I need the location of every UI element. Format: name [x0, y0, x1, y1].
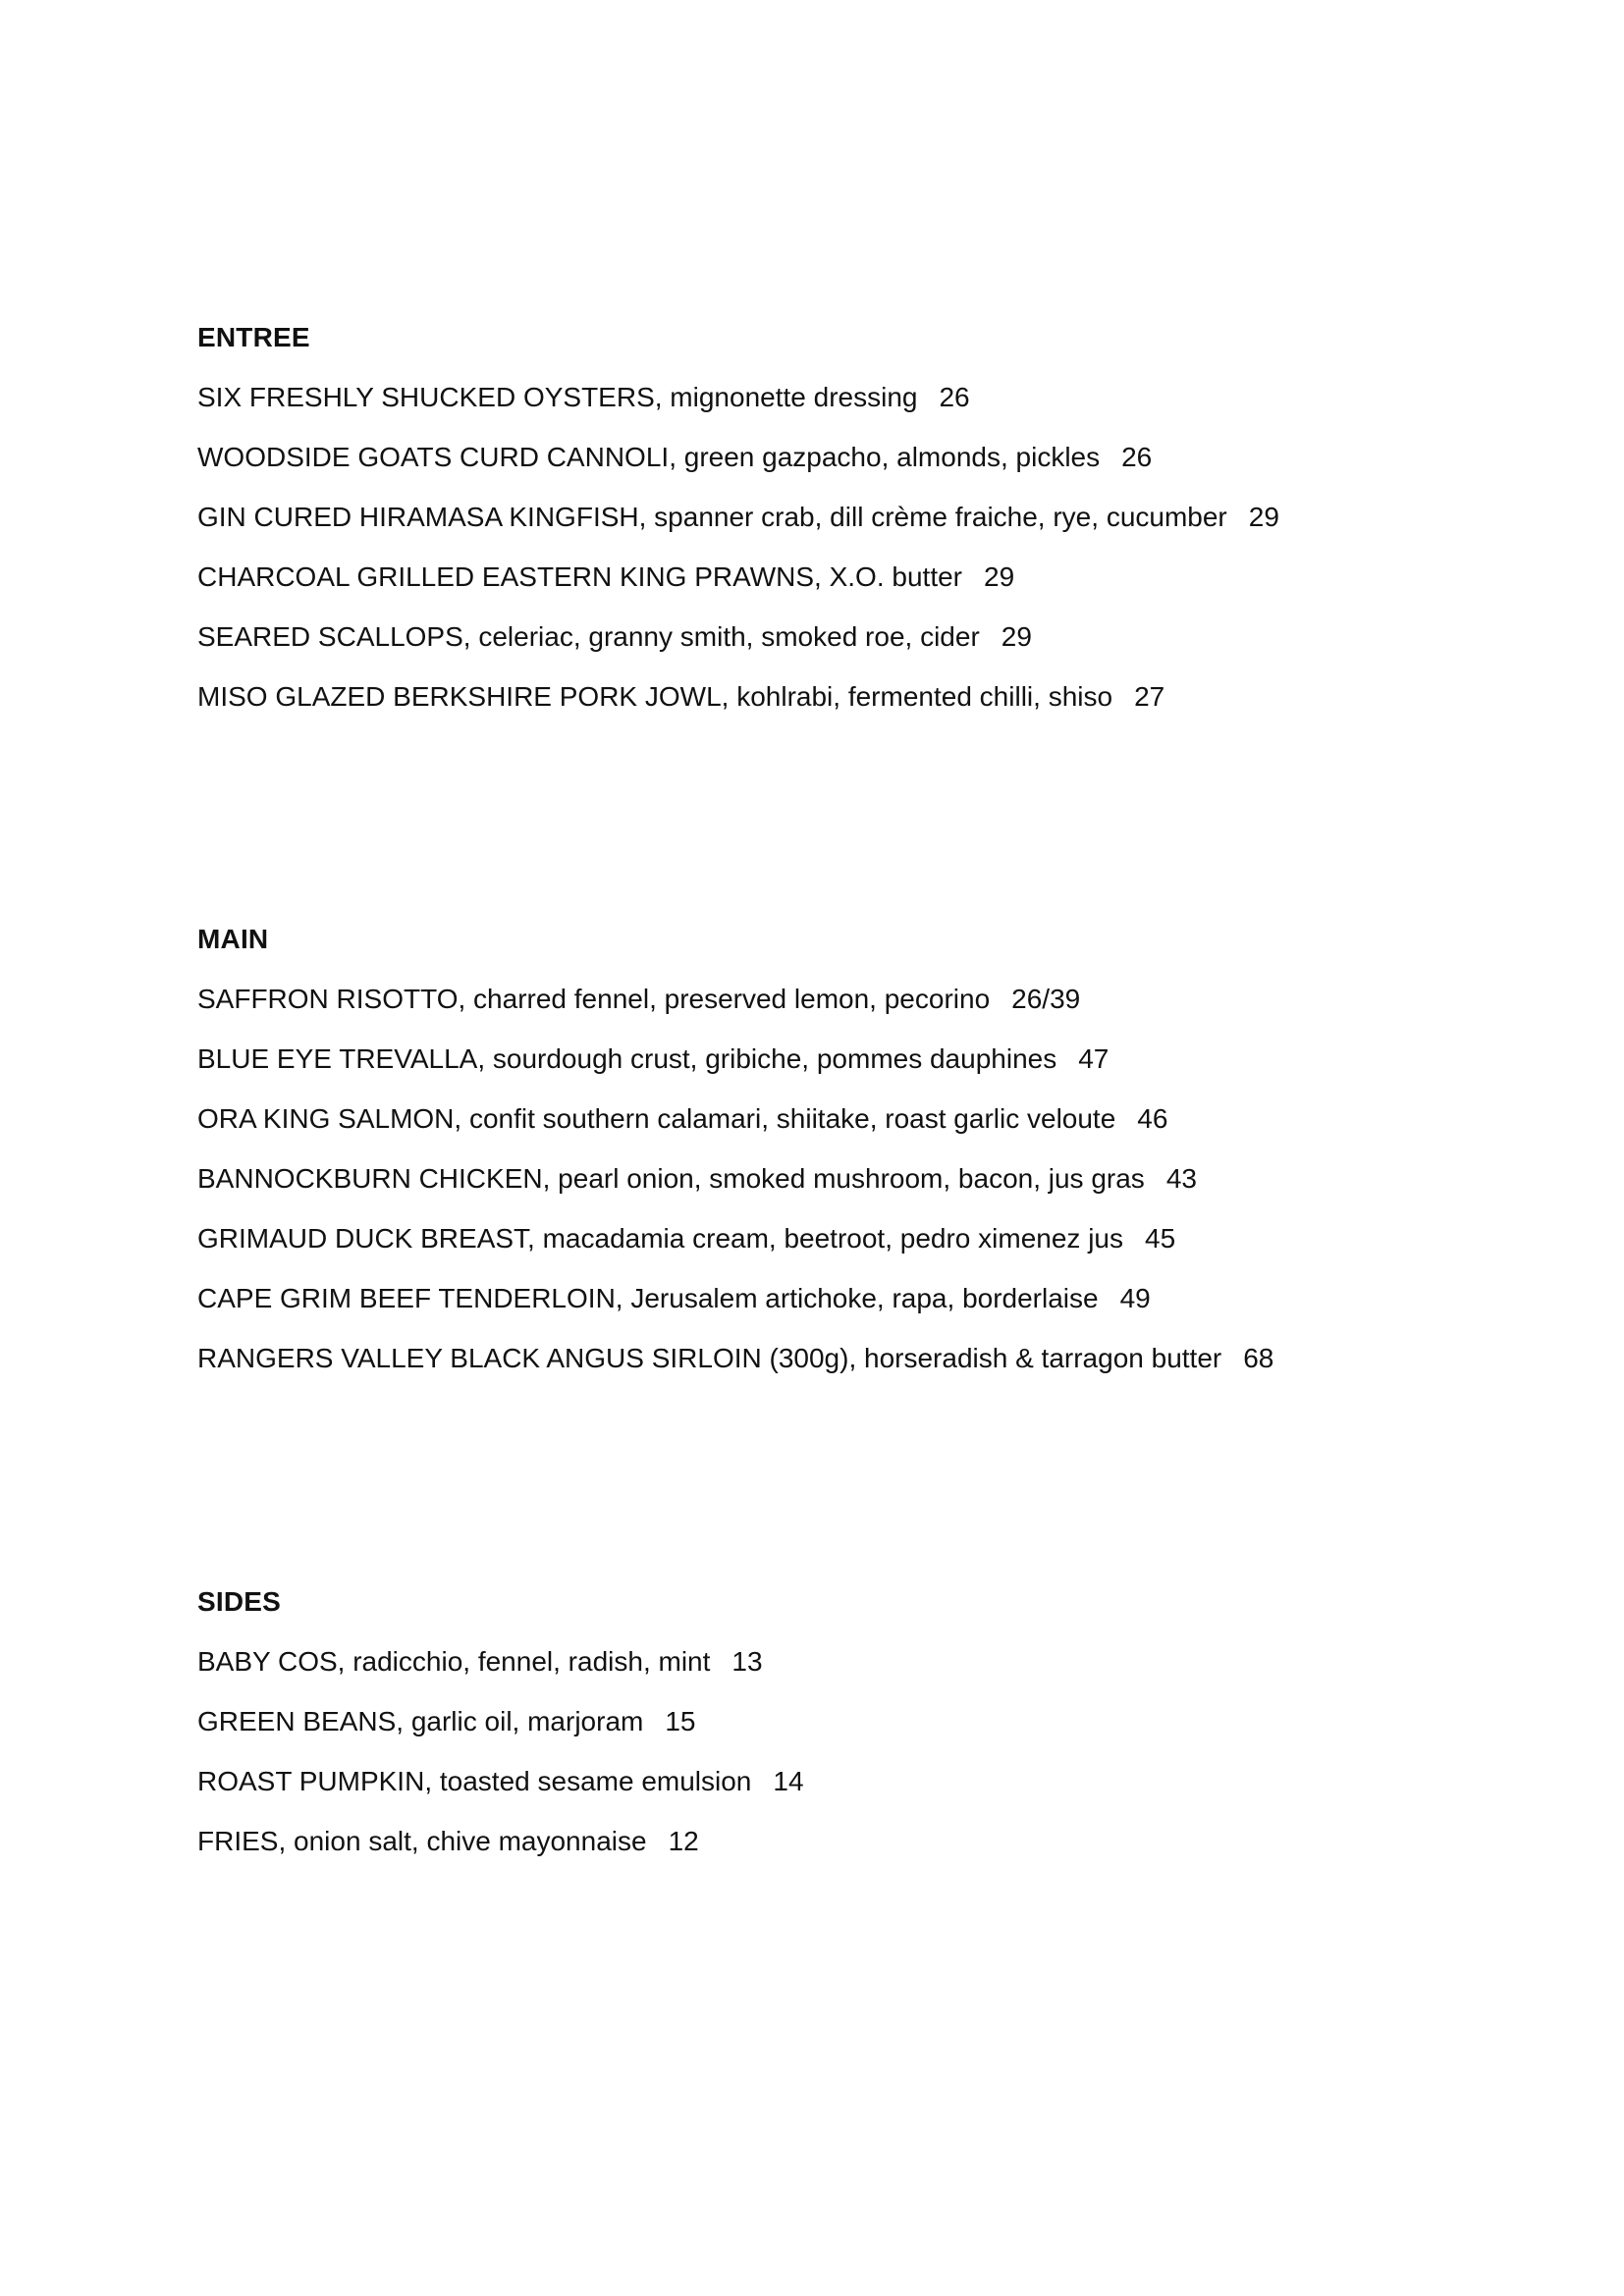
dish-name: WOODSIDE GOATS CURD CANNOLI — [197, 442, 670, 472]
section-sides — [197, 1580, 1474, 1880]
dish-price: 26 — [939, 382, 970, 412]
menu-item — [197, 1217, 1474, 1260]
dish-price: 12 — [668, 1826, 699, 1856]
dish-description: , onion salt, chive mayonnaise — [278, 1826, 647, 1856]
dish-name: ROAST PUMPKIN — [197, 1766, 425, 1796]
dish-price: 14 — [773, 1766, 804, 1796]
dish-price: 46 — [1137, 1103, 1168, 1134]
dish-description: , garlic oil, marjoram — [396, 1706, 644, 1736]
dish-name: BLUE EYE TREVALLA — [197, 1043, 478, 1074]
menu-item — [197, 1277, 1474, 1320]
dish-name: RANGERS VALLEY BLACK ANGUS SIRLOIN (300g) — [197, 1343, 849, 1373]
menu-item — [197, 436, 1474, 479]
dish-description: , horseradish & tarragon butter — [848, 1343, 1222, 1373]
dish-name: ORA KING SALMON — [197, 1103, 455, 1134]
menu-item — [197, 1820, 1474, 1863]
dish-price: 29 — [984, 561, 1015, 592]
section-heading-entree: ENTREE — [197, 322, 310, 352]
menu-item — [197, 376, 1474, 419]
menu-list-main — [197, 978, 1474, 1380]
dish-name: SAFFRON RISOTTO — [197, 984, 459, 1014]
dish-description: , macadamia cream, beetroot, pedro ximenez jus — [527, 1223, 1123, 1254]
dish-name: SIX FRESHLY SHUCKED OYSTERS — [197, 382, 655, 412]
dish-name: CHARCOAL GRILLED EASTERN KING PRAWNS — [197, 561, 815, 592]
dish-name: BANNOCKBURN CHICKEN — [197, 1163, 543, 1194]
dish-name: GREEN BEANS — [197, 1706, 397, 1736]
menu-list-entree — [197, 376, 1474, 719]
dish-description: , green gazpacho, almonds, pickles — [669, 442, 1101, 472]
menu-item — [197, 1097, 1474, 1141]
dish-description: , celeriac, granny smith, smoked roe, cider — [462, 621, 980, 652]
dish-name: GIN CURED HIRAMASA KINGFISH — [197, 502, 639, 532]
dish-price: 29 — [1248, 502, 1279, 532]
section-entree — [197, 316, 1474, 735]
dish-price: 27 — [1134, 681, 1165, 712]
dish-description: , kohlrabi, fermented chilli, shiso — [721, 681, 1113, 712]
menu-item — [197, 1337, 1474, 1380]
dish-description: , charred fennel, preserved lemon, pecorino — [458, 984, 991, 1014]
dish-name: BABY COS — [197, 1646, 338, 1677]
dish-description: , radicchio, fennel, radish, mint — [337, 1646, 711, 1677]
dish-description: , pearl onion, smoked mushroom, bacon, jus gras — [542, 1163, 1145, 1194]
dish-description: , confit southern calamari, shiitake, roast garlic veloute — [454, 1103, 1116, 1134]
dish-description: , spanner crab, dill crème fraiche, rye, cucumber — [638, 502, 1227, 532]
dish-description: , sourdough crust, gribiche, pommes dauphines — [477, 1043, 1057, 1074]
dish-name: GRIMAUD DUCK BREAST — [197, 1223, 528, 1254]
menu-item — [197, 978, 1474, 1021]
dish-name: FRIES — [197, 1826, 279, 1856]
dish-price: 49 — [1119, 1283, 1151, 1313]
menu-item — [197, 556, 1474, 599]
menu-item — [197, 675, 1474, 719]
dish-price: 13 — [731, 1646, 763, 1677]
dish-price: 26/39 — [1011, 984, 1081, 1014]
menu-item — [197, 615, 1474, 659]
dish-price: 43 — [1165, 1163, 1197, 1194]
dish-description: , toasted sesame emulsion — [424, 1766, 752, 1796]
menu-list-sides — [197, 1640, 1474, 1863]
dish-description: , mignonette dressing — [654, 382, 918, 412]
menu-item — [197, 1640, 1474, 1683]
menu-item — [197, 496, 1474, 539]
menu-item — [197, 1700, 1474, 1743]
dish-price: 26 — [1121, 442, 1153, 472]
section-heading-main: MAIN — [197, 924, 269, 954]
dish-description: , Jerusalem artichoke, rapa, borderlaise — [615, 1283, 1099, 1313]
dish-name: MISO GLAZED BERKSHIRE PORK JOWL — [197, 681, 722, 712]
menu-item — [197, 1038, 1474, 1081]
dish-description: , X.O. butter — [814, 561, 962, 592]
dish-price: 15 — [665, 1706, 696, 1736]
dish-price: 29 — [1001, 621, 1032, 652]
dish-price: 47 — [1078, 1043, 1110, 1074]
section-heading-sides: SIDES — [197, 1586, 282, 1617]
dish-name: CAPE GRIM BEEF TENDERLOIN — [197, 1283, 616, 1313]
dish-price: 68 — [1243, 1343, 1274, 1373]
dish-price: 45 — [1145, 1223, 1176, 1254]
section-main — [197, 918, 1474, 1397]
menu-item — [197, 1157, 1474, 1201]
dish-name: SEARED SCALLOPS — [197, 621, 463, 652]
menu-item — [197, 1760, 1474, 1803]
